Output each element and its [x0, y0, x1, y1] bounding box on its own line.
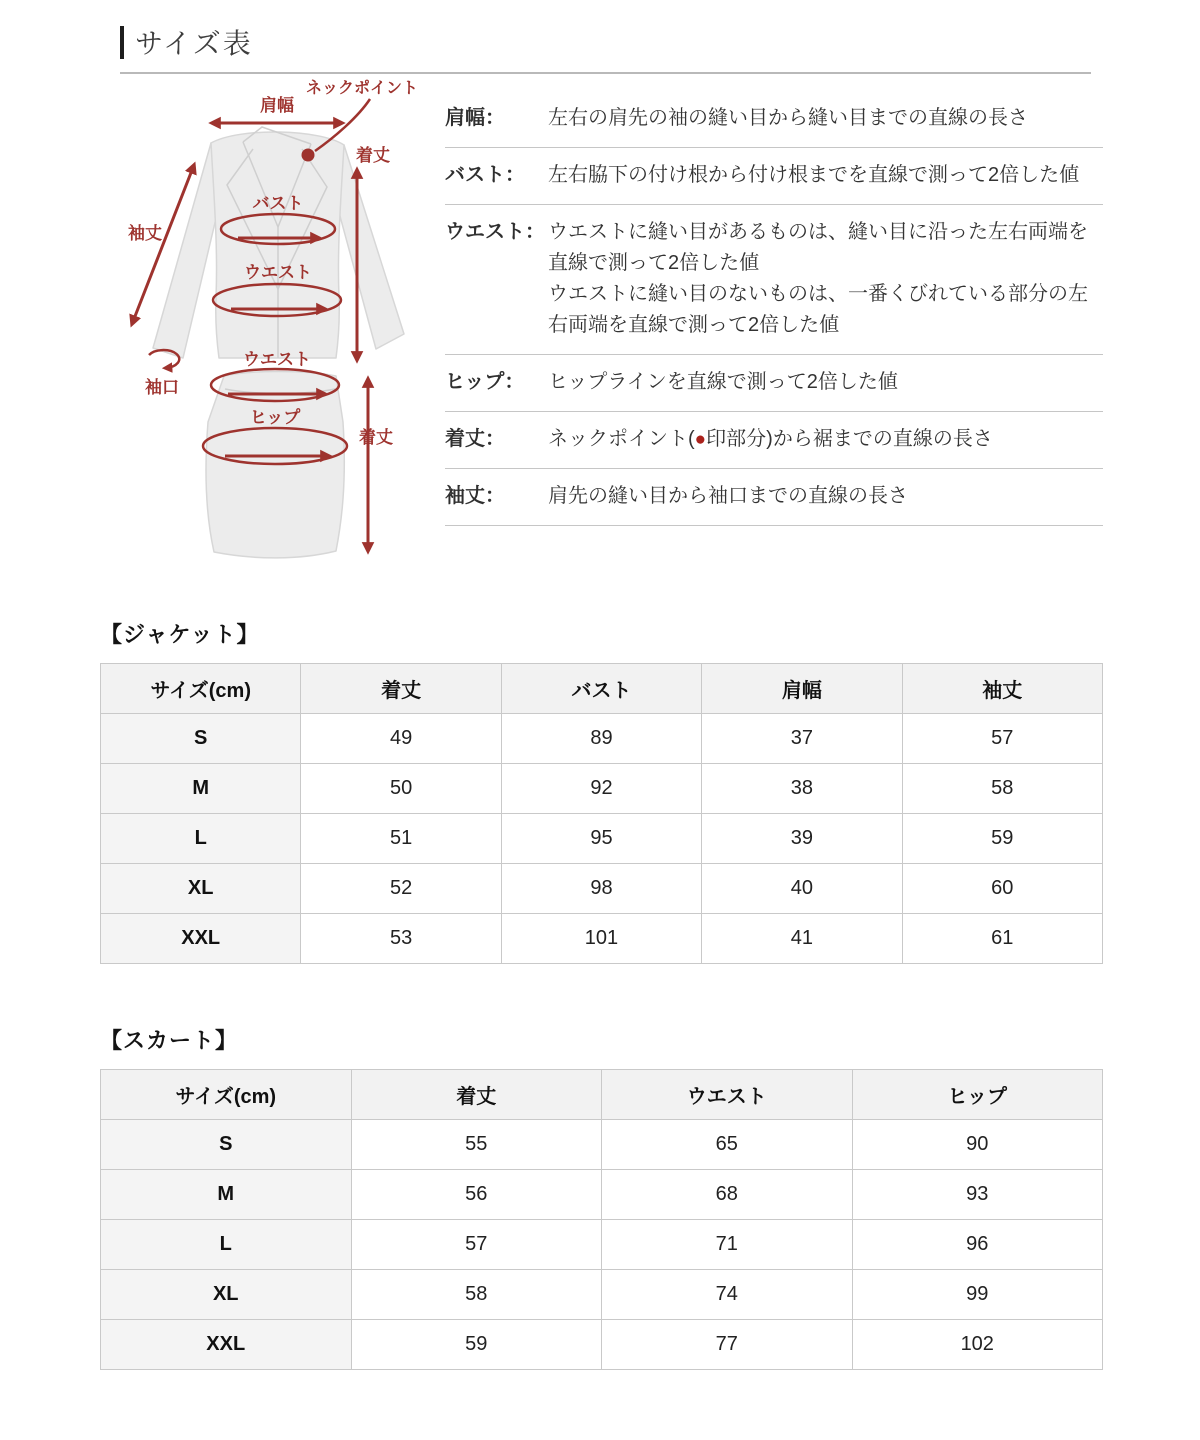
value-cell: 95: [501, 814, 701, 864]
value-cell: 57: [902, 714, 1102, 764]
hip-label: ヒップ: [249, 408, 301, 427]
value-cell: 51: [301, 814, 501, 864]
value-cell: 71: [602, 1220, 853, 1270]
table-row: [101, 914, 1103, 964]
value-cell: 89: [501, 714, 701, 764]
definition-text-line2: ウエストに縫い目のないものは、一番くびれている部分の左右両端を直線で測って2倍した値: [548, 283, 1088, 336]
sleeve-length-label: 袖丈: [128, 224, 162, 243]
definition-text: [548, 217, 1101, 341]
neck-point-dot-glyph: ●: [694, 429, 707, 450]
value-cell: 38: [702, 764, 902, 814]
table-row: [101, 1270, 1103, 1320]
value-cell: 37: [702, 714, 902, 764]
column-header-waist: ウエスト: [602, 1070, 853, 1120]
table-row: [101, 814, 1103, 864]
definition-row-hip: [445, 355, 1103, 412]
skirt-waist-label: ウエスト: [243, 350, 311, 369]
value-cell: 60: [902, 864, 1102, 914]
shoulder-width-label: 肩幅: [260, 96, 294, 115]
column-header-length: 着丈: [351, 1070, 602, 1120]
skirt-header-row: [101, 1070, 1103, 1120]
column-header-length: 着丈: [301, 664, 501, 714]
size-cell: XXL: [101, 914, 301, 964]
cuff-loop-arrow: [149, 350, 179, 368]
value-cell: 40: [702, 864, 902, 914]
page-title-block: [120, 22, 1103, 62]
value-cell: 65: [602, 1120, 853, 1170]
table-row: [101, 764, 1103, 814]
value-cell: 93: [852, 1170, 1103, 1220]
title-divider: [120, 72, 1091, 74]
jacket-heading: 【ジャケット】: [100, 622, 260, 647]
value-cell: 59: [351, 1320, 602, 1370]
value-cell: 39: [702, 814, 902, 864]
jacket-waist-label: ウエスト: [244, 263, 312, 282]
value-cell: 53: [301, 914, 501, 964]
definition-row-sleeve: [445, 469, 1103, 526]
definition-row-waist: [445, 205, 1103, 355]
size-cell: M: [101, 764, 301, 814]
definition-term: ウエスト：: [445, 221, 545, 243]
definition-text: 左右の肩先の袖の縫い目から縫い目までの直線の長さ: [548, 107, 1028, 129]
definition-term: 着丈：: [445, 428, 505, 450]
jacket-header-row: [101, 664, 1103, 714]
value-cell: 58: [902, 764, 1102, 814]
skirt-length-label: 着丈: [359, 428, 393, 447]
definition-text-pre: ネックポイント(: [548, 428, 695, 450]
page-title: サイズ表: [135, 28, 253, 59]
column-header-sleeve: 袖丈: [902, 664, 1102, 714]
value-cell: 61: [902, 914, 1102, 964]
value-cell: 68: [602, 1170, 853, 1220]
value-cell: 98: [501, 864, 701, 914]
value-cell: 57: [351, 1220, 602, 1270]
size-cell: L: [101, 1220, 352, 1270]
definition-term: 袖丈：: [445, 485, 505, 507]
measurement-diagram: [115, 77, 445, 592]
value-cell: 74: [602, 1270, 853, 1320]
column-header-shoulder: 肩幅: [702, 664, 902, 714]
definition-text-line1: ウエストに縫い目があるものは、縫い目に沿った左右両端を直線で測って2倍した値: [548, 221, 1088, 274]
value-cell: 101: [501, 914, 701, 964]
definition-text-post: 印部分)から裾までの直線の長さ: [706, 428, 993, 450]
column-header-size: サイズ(cm): [101, 664, 301, 714]
column-header-size: サイズ(cm): [101, 1070, 352, 1120]
jacket-size-table: [100, 663, 1103, 964]
value-cell: 59: [902, 814, 1102, 864]
size-cell: XL: [101, 1270, 352, 1320]
value-cell: 92: [501, 764, 701, 814]
value-cell: 102: [852, 1320, 1103, 1370]
definition-row-length: [445, 412, 1103, 469]
skirt-size-table: [100, 1069, 1103, 1370]
value-cell: 90: [852, 1120, 1103, 1170]
column-header-hip: ヒップ: [852, 1070, 1103, 1120]
size-cell: S: [101, 714, 301, 764]
definition-text: ヒップラインを直線で測って2倍した値: [548, 371, 898, 393]
column-header-bust: バスト: [501, 664, 701, 714]
size-cell: XL: [101, 864, 301, 914]
value-cell: 41: [702, 914, 902, 964]
table-row: [101, 1320, 1103, 1370]
table-row: [101, 1170, 1103, 1220]
skirt-heading: 【スカート】: [100, 1028, 239, 1053]
table-row: [101, 864, 1103, 914]
definition-term: 肩幅：: [445, 107, 505, 129]
value-cell: 99: [852, 1270, 1103, 1320]
definition-term: ヒップ：: [445, 371, 525, 393]
value-cell: 56: [351, 1170, 602, 1220]
definition-term: バスト：: [445, 164, 525, 186]
size-cell: L: [101, 814, 301, 864]
value-cell: 52: [301, 864, 501, 914]
definition-text: 肩先の縫い目から袖口までの直線の長さ: [548, 485, 908, 507]
measurement-section: [100, 77, 1103, 592]
value-cell: 55: [351, 1120, 602, 1170]
table-row: [101, 714, 1103, 764]
measurement-definitions: [445, 91, 1103, 592]
table-row: [101, 1220, 1103, 1270]
size-cell: XXL: [101, 1320, 352, 1370]
value-cell: 49: [301, 714, 501, 764]
table-row: [101, 1120, 1103, 1170]
definition-text: 左右脇下の付け根から付け根までを直線で測って2倍した値: [548, 164, 1080, 186]
title-accent-bar: [120, 26, 124, 59]
value-cell: 58: [351, 1270, 602, 1320]
definition-row-bust: [445, 148, 1103, 205]
definition-row-shoulder: [445, 91, 1103, 148]
value-cell: 96: [852, 1220, 1103, 1270]
definition-text: [548, 424, 1101, 455]
bust-label: バスト: [252, 194, 304, 213]
value-cell: 50: [301, 764, 501, 814]
neck-point-label: ネックポイント: [305, 80, 419, 97]
jacket-length-label: 着丈: [356, 146, 390, 165]
cuff-label: 袖口: [145, 378, 179, 397]
size-cell: M: [101, 1170, 352, 1220]
neck-point-dot: [302, 149, 315, 162]
value-cell: 77: [602, 1320, 853, 1370]
size-cell: S: [101, 1120, 352, 1170]
